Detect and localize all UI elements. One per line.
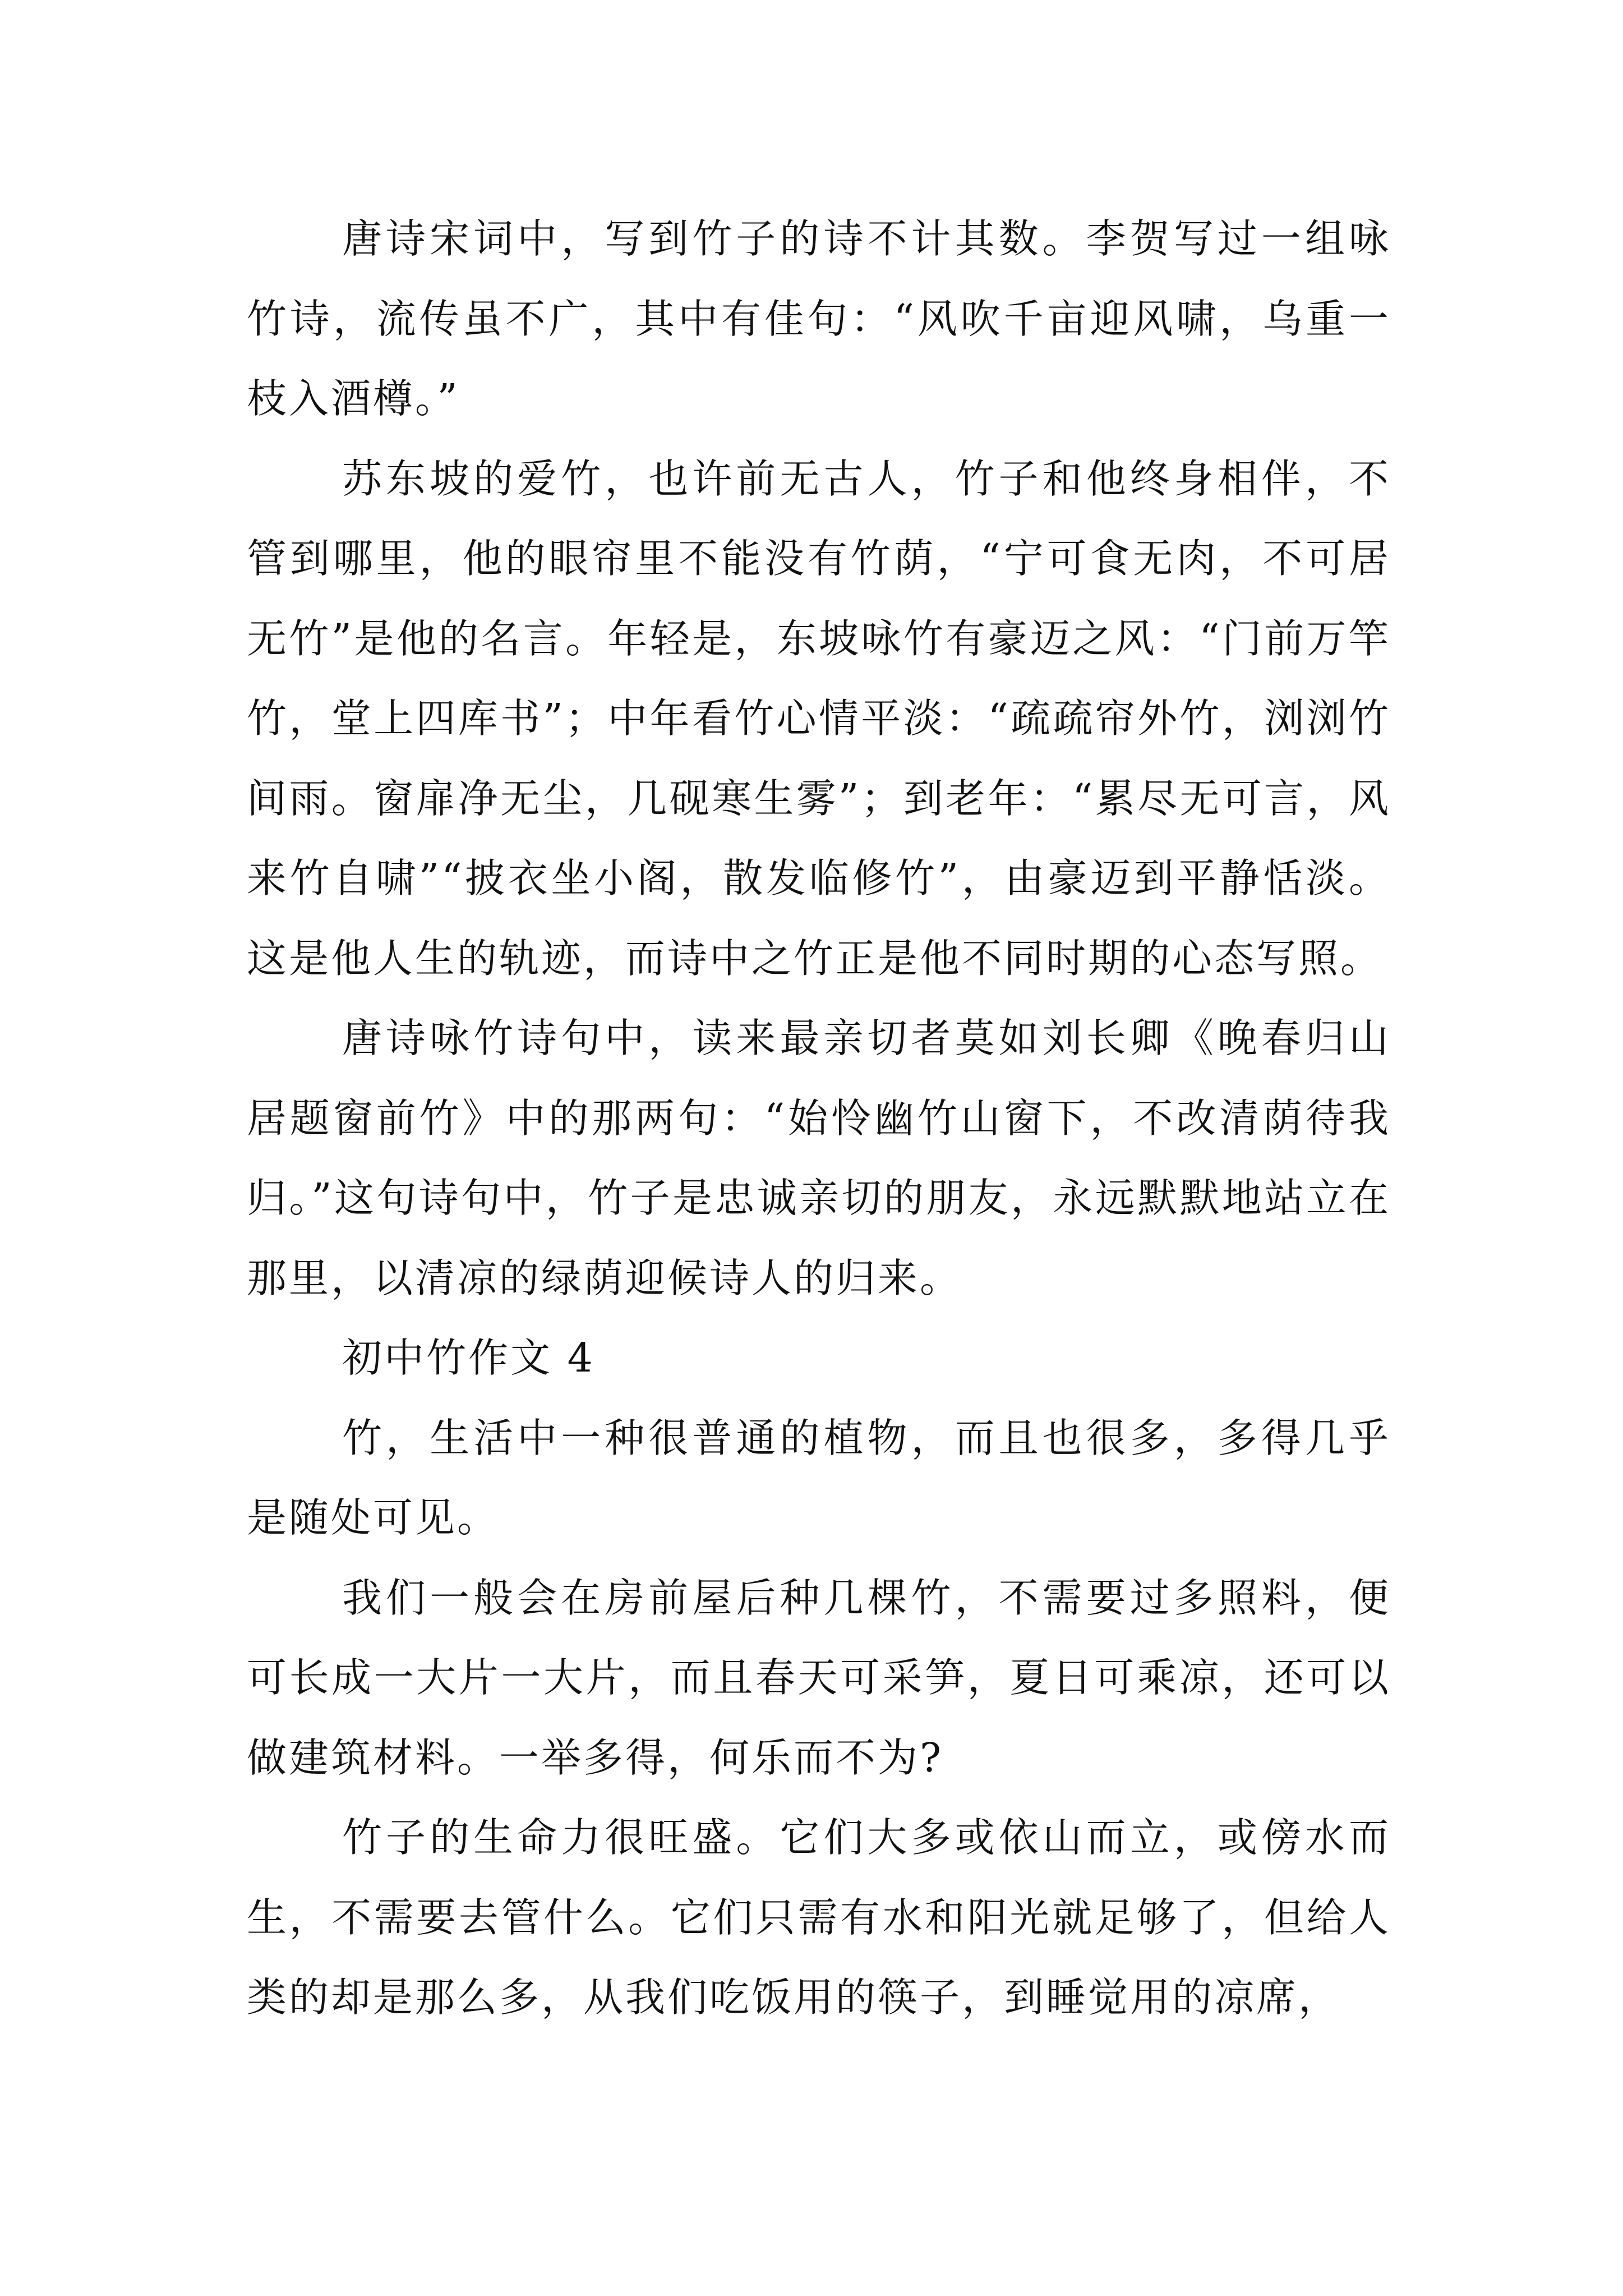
- paragraph-liu-changqing: 唐诗咏竹诗句中，读来最亲切者莫如刘长卿《晚春归山居题窗前竹》中的那两句：“始怜幽竹山窗下，不改清荫待我归。”这句诗句中，竹子是忠诚亲切的朋友，永远默默地站立在那里，以清凉的绿荫迎候诗人的归来。: [247, 1015, 1391, 1301]
- section-heading: 初中竹作文 4: [342, 1335, 595, 1381]
- paragraph-common-plant: 竹，生活中一种很普通的植物，而且也很多，多得几乎是随处可见。: [247, 1414, 1391, 1541]
- paragraph-su-dongpo: 苏东坡的爱竹，也许前无古人，竹子和他终身相伴，不管到哪里，他的眼帘里不能没有竹荫，“宁可食无肉，不可居无竹”是他的名言。年轻是，东坡咏竹有豪迈之风：“门前万竿竹，堂上四库书”；中年看竹心情平淡：“疏疏帘外竹，浏浏竹间雨。窗扉净无尘，几砚寒生雾”；到老年：“累尽无可言，风来竹自啸”“披衣坐小阁，散发临修竹”，由豪迈到平静恬淡。这是他人生的轨迹，而诗中之竹正是他不同时期的心态写照。: [247, 455, 1391, 982]
- paragraph-vitality: 竹子的生命力很旺盛。它们大多或依山而立，或傍水而生，不需要去管什么。它们只需有水和阳光就足够了，但给人类的却是那么多，从我们吃饭用的筷子，到睡觉用的凉席，: [247, 1814, 1391, 2021]
- paragraph-poems-bamboo: 唐诗宋词中，写到竹子的诗不计其数。李贺写过一组咏竹诗，流传虽不广，其中有佳句：“风吹千亩迎风啸，乌重一枝入酒樽。”: [247, 215, 1391, 422]
- paragraph-planting-bamboo: 我们一般会在房前屋后种几棵竹，不需要过多照料，便可长成一大片一大片，而且春天可采笋，夏日可乘凉，还可以做建筑材料。一举多得，何乐而不为?: [247, 1574, 1391, 1781]
- document-body: [247, 199, 1391, 2038]
